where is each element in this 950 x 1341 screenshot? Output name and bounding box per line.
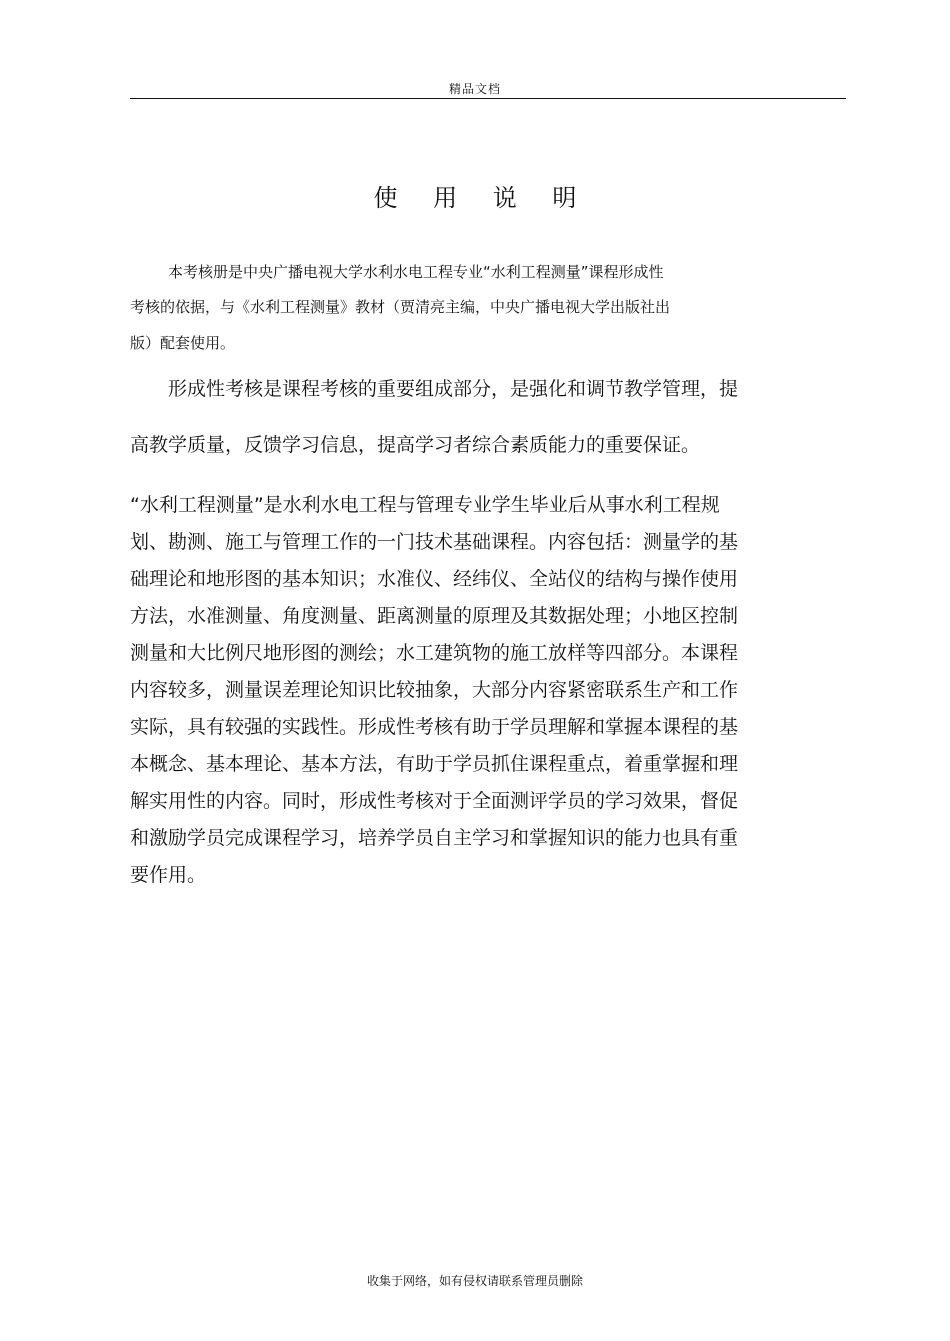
paragraph1-line-1: 形成性考核是课程考核的重要组成部分，是强化和调节教学管理，提 [168,378,739,400]
paragraph2-line: 解实用性的内容。同时，形成性考核对于全面测评学员的学习效果，督促 [130,790,739,812]
page-header: 精品文档 [448,82,501,96]
paragraph2-line: 测量和大比例尺地形图的测绘；水工建筑物的施工放样等四部分。本课程 [130,642,739,664]
paragraph1-line-2: 高教学质量，反馈学习信息，提高学习者综合素质能力的重要保证。 [130,434,701,456]
paragraph2-line: “水利工程测量”是水利水电工程与管理专业学生毕业后从事水利工程规 [130,494,720,516]
page-footer: 收集于网络，如有侵权请联系管理员删除 [366,1274,583,1288]
paragraph2-line: 实际，具有较强的实践性。形成性考核有助于学员理解和掌握本课程的基 [130,716,739,738]
paragraph2-line: 和激励学员完成课程学习，培养学员自主学习和掌握知识的能力也具有重 [130,827,739,849]
paragraph2-line: 内容较多，测量误差理论知识比较抽象，大部分内容紧密联系生产和工作 [130,679,739,701]
paragraph2-line: 要作用。 [130,864,207,886]
paragraph2-line: 础理论和地形图的基本知识；水准仪、经纬仪、全站仪的结构与操作使用 [130,568,739,590]
document-title: 使 用 说 明 [373,184,591,212]
intro-line-1: 本考核册是中央广播电视大学水利水电工程专业“水利工程测量”课程形成性 [168,263,664,281]
intro-line-2: 考核的依据，与《水利工程测量》教材（贾清亮主编，中央广播电视大学出版社出 [130,298,671,316]
paragraph2 [130,487,810,894]
header-divider [130,98,846,99]
intro-line-3: 版）配套使用。 [130,334,236,352]
paragraph2-line: 划、勘测、施工与管理工作的一门技术基础课程。内容包括：测量学的基 [130,531,739,553]
paragraph2-line: 方法，水准测量、角度测量、距离测量的原理及其数据处理；小地区控制 [130,605,739,627]
paragraph2-line: 本概念、基本理论、基本方法，有助于学员抓住课程重点，着重掌握和理 [130,753,739,775]
